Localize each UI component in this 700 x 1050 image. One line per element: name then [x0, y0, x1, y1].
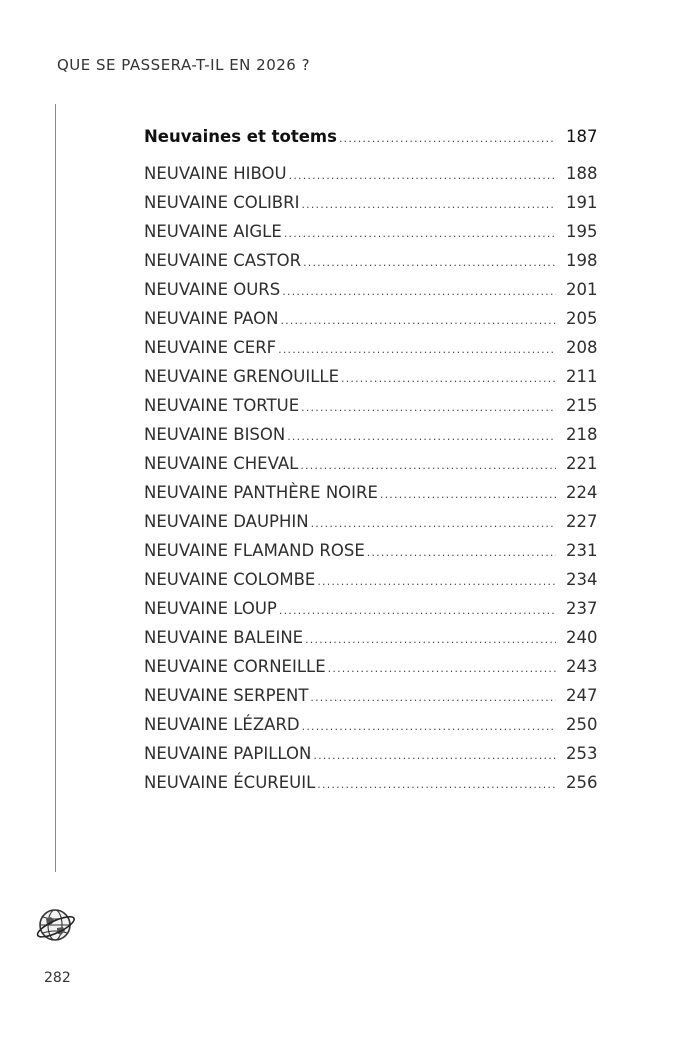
toc-entry-page: 237: [566, 599, 598, 618]
toc-entry[interactable]: [144, 251, 596, 280]
toc-entry-label: NEUVAINE COLOMBE: [144, 570, 316, 589]
toc-dot-leader: [313, 749, 556, 762]
running-header: QUE SE PASSERA-T-IL EN 2026 ?: [57, 56, 311, 74]
toc-entry[interactable]: [144, 280, 596, 309]
toc-entry-label: NEUVAINE AIGLE: [144, 222, 282, 241]
toc-entry[interactable]: [144, 164, 596, 193]
toc-entry-page: 211: [566, 367, 598, 386]
toc-entry-page: 240: [566, 628, 598, 647]
toc-entry[interactable]: [144, 512, 596, 541]
toc-section-label: Neuvaines et totems: [144, 127, 337, 146]
toc-entry-page: 256: [566, 773, 598, 792]
toc-entry-page: 215: [566, 396, 598, 415]
toc-dot-leader: [278, 343, 556, 356]
toc-entry[interactable]: [144, 744, 596, 773]
toc-dot-leader: [311, 517, 556, 530]
toc-entry[interactable]: [144, 396, 596, 425]
toc-dot-leader: [367, 546, 556, 559]
toc-entry[interactable]: [144, 541, 596, 570]
toc-entry[interactable]: [144, 773, 596, 802]
toc-dot-leader: [301, 198, 556, 211]
toc-entry-label: NEUVAINE BISON: [144, 425, 286, 444]
toc-entry-page: 221: [566, 454, 598, 473]
toc-dot-leader: [300, 459, 556, 472]
toc-entry-label: NEUVAINE SERPENT: [144, 686, 309, 705]
toc-dot-leader: [287, 430, 556, 443]
toc-entry-page: 250: [566, 715, 598, 734]
toc-entry-page: 231: [566, 541, 598, 560]
toc-dot-leader: [328, 662, 556, 675]
toc-entry[interactable]: [144, 570, 596, 599]
toc-entry-label: NEUVAINE COLIBRI: [144, 193, 300, 212]
toc-entry-page: 247: [566, 686, 598, 705]
toc-entry-page: 253: [566, 744, 598, 763]
toc-entry-label: NEUVAINE CERF: [144, 338, 277, 357]
toc-dot-leader: [317, 575, 556, 588]
toc-dot-leader: [303, 256, 556, 269]
toc-entry-label: NEUVAINE FLAMAND ROSE: [144, 541, 365, 560]
toc-entry-label: NEUVAINE PAON: [144, 309, 279, 328]
toc-entry-page: 201: [566, 280, 598, 299]
toc-dot-leader: [317, 778, 556, 791]
toc-entry[interactable]: [144, 715, 596, 744]
toc-entry-label: NEUVAINE PANTHÈRE NOIRE: [144, 483, 378, 502]
toc-entry[interactable]: [144, 367, 596, 396]
toc-entry-page: 227: [566, 512, 598, 531]
table-of-contents: [144, 127, 596, 802]
toc-entry[interactable]: [144, 686, 596, 715]
toc-entry-label: NEUVAINE TORTUE: [144, 396, 300, 415]
toc-entry[interactable]: [144, 657, 596, 686]
globe-icon: [34, 904, 76, 946]
toc-entry-label: NEUVAINE DAUPHIN: [144, 512, 309, 531]
toc-dot-leader: [310, 691, 556, 704]
toc-entry-label: NEUVAINE CHEVAL: [144, 454, 299, 473]
toc-entry[interactable]: [144, 309, 596, 338]
toc-entry-label: NEUVAINE LÉZARD: [144, 715, 300, 734]
toc-entries: [144, 164, 596, 802]
toc-section-page: 187: [566, 127, 598, 146]
toc-entry-label: NEUVAINE LOUP: [144, 599, 277, 618]
toc-dot-leader: [289, 169, 556, 182]
toc-entry[interactable]: [144, 338, 596, 367]
toc-dot-leader: [339, 132, 556, 145]
toc-entry[interactable]: [144, 222, 596, 251]
margin-rule: [55, 104, 56, 872]
toc-dot-leader: [380, 488, 556, 501]
toc-entry-label: NEUVAINE OURS: [144, 280, 281, 299]
toc-entry[interactable]: [144, 483, 596, 512]
toc-entry[interactable]: [144, 599, 596, 628]
toc-entry-page: 191: [566, 193, 598, 212]
toc-section-heading[interactable]: [144, 127, 596, 164]
toc-entry-label: NEUVAINE CASTOR: [144, 251, 302, 270]
toc-dot-leader: [301, 401, 556, 414]
toc-dot-leader: [284, 227, 556, 240]
toc-dot-leader: [279, 604, 556, 617]
toc-entry-page: 243: [566, 657, 598, 676]
toc-entry-page: 188: [566, 164, 598, 183]
toc-entry-label: NEUVAINE HIBOU: [144, 164, 287, 183]
toc-entry[interactable]: [144, 628, 596, 657]
toc-dot-leader: [305, 633, 556, 646]
toc-entry-label: NEUVAINE ÉCUREUIL: [144, 773, 316, 792]
page-number: 282: [44, 970, 71, 986]
toc-dot-leader: [341, 372, 556, 385]
toc-entry-page: 218: [566, 425, 598, 444]
toc-entry-page: 195: [566, 222, 598, 241]
toc-entry-page: 208: [566, 338, 598, 357]
toc-entry[interactable]: [144, 425, 596, 454]
toc-dot-leader: [302, 720, 556, 733]
toc-entry-label: NEUVAINE PAPILLON: [144, 744, 312, 763]
toc-dot-leader: [280, 314, 556, 327]
toc-entry[interactable]: [144, 454, 596, 483]
toc-entry-label: NEUVAINE BALEINE: [144, 628, 304, 647]
toc-entry-page: 234: [566, 570, 598, 589]
toc-entry-label: NEUVAINE GRENOUILLE: [144, 367, 340, 386]
toc-entry-label: NEUVAINE CORNEILLE: [144, 657, 326, 676]
toc-entry-page: 205: [566, 309, 598, 328]
toc-dot-leader: [282, 285, 556, 298]
toc-entry-page: 198: [566, 251, 598, 270]
toc-entry[interactable]: [144, 193, 596, 222]
toc-entry-page: 224: [566, 483, 598, 502]
